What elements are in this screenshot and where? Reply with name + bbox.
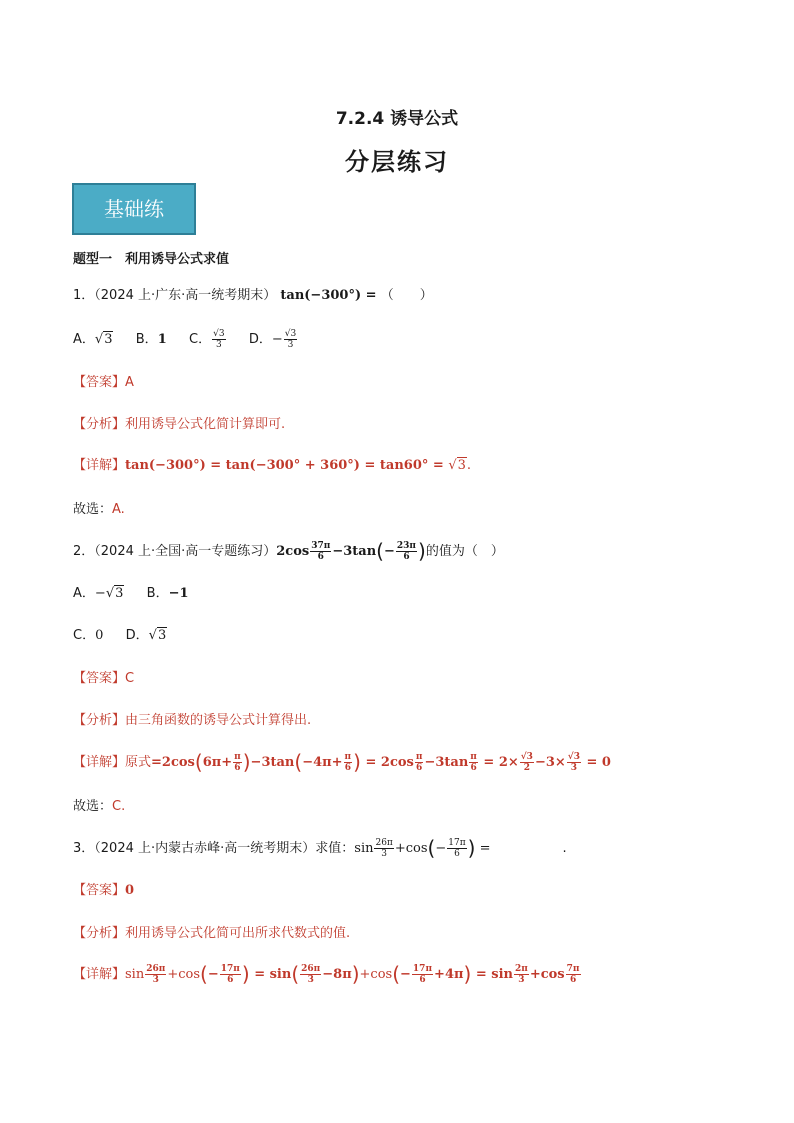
q2-answer: 【答案】C	[73, 671, 135, 686]
q2-option-c: C．0	[73, 628, 104, 643]
q1-options	[73, 329, 298, 350]
q1-answer: 【答案】A	[73, 375, 134, 390]
q1-option-b: B．1	[135, 332, 167, 347]
topic-heading: 题型一 利用诱导公式求值	[73, 252, 230, 267]
q2-option-d: D．√3	[125, 628, 167, 643]
q3-stem: 3．（2024 上·内蒙古赤峰·高一统考期末）求值：sin $\frac{26\pi}{3}$ +cos(− $\frac{17\pi}{6}$ ) = .	[73, 836, 567, 860]
q2-stem: 2．（2024 上·全国·高一专题练习）2cos $\frac{37\pi}{6}$ −3tan(− $\frac{23\pi}{6}$ )的值为（ ）	[73, 539, 504, 563]
q1-choice: 故选：A.	[73, 502, 125, 517]
q2-option-a: A．−√3	[73, 586, 124, 601]
q1-option-d: D．− $\frac{√3}{3}$	[248, 329, 297, 350]
q1-detail: 【详解】tan(−300°) = tan(−300° + 360°) = tan60° = √3.	[73, 458, 472, 473]
q1-expr: tan(−300°) =	[280, 288, 377, 303]
q1-stem	[73, 286, 433, 306]
q2-analysis: 【分析】由三角函数的诱导公式计算得出.	[73, 713, 312, 728]
q3-analysis: 【分析】利用诱导公式化简可出所求代数式的值.	[73, 926, 351, 941]
q1-option-a: A．√3	[73, 332, 113, 347]
q2-detail: 【详解】原式=2cos(6π+ $\frac{\pi}{6}$ )−3tan(−4π+ $\frac{\pi}{6}$ ) = 2cos $\frac{\pi}{6}$ −3tan $\frac{\pi}{6}$ = 2× $\frac{√3}{2}$ −3× $\frac{√3}{3}$ = 0	[73, 750, 611, 774]
q2-option-b: B．−1	[146, 586, 189, 601]
q1-source: （2024 上·广东·高一统考期末）	[94, 288, 277, 303]
q2-options-row1	[73, 584, 189, 604]
q1-number: 1．	[73, 288, 95, 303]
page-subtitle: 分层练习	[345, 148, 449, 176]
q2-choice: 故选：C.	[73, 799, 126, 814]
q1-analysis: 【分析】利用诱导公式化简计算即可.	[73, 417, 286, 432]
page-title: 7.2.4 诱导公式	[335, 109, 459, 129]
q1-option-c: C． $\frac{√3}{3}$	[189, 329, 225, 350]
q2-options-row2	[73, 626, 167, 646]
q1-blank: （ ）	[380, 288, 433, 303]
section-badge: 基础练	[72, 183, 196, 235]
q3-detail: 【详解】sin $\frac{26\pi}{3}$ +cos(− $\frac{17\pi}{6}$ ) = sin( $\frac{26\pi}{3}$ −8π)+cos(− $\frac{17\pi}{6}$ +4π) = sin $\frac{2\pi}{3}$ +cos $\frac{7\pi}{6}$	[73, 962, 580, 986]
q3-answer: 【答案】0	[73, 883, 135, 898]
